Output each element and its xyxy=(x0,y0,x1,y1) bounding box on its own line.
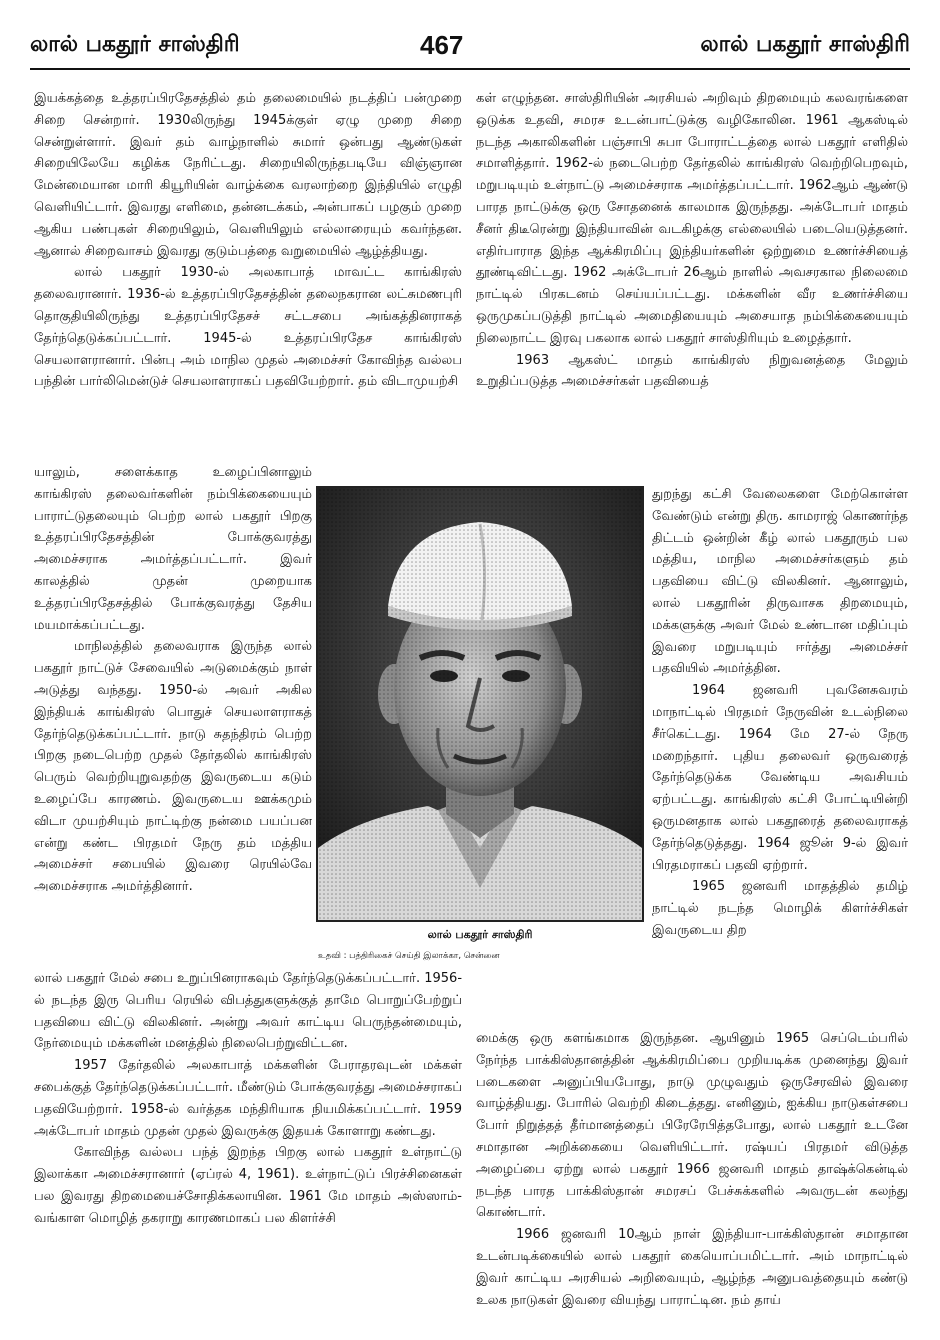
right-column-bottom xyxy=(476,1028,908,1311)
paragraph: 1957 தேர்தலில் அலகாபாத் மக்களின் பேராதரவுடன் மக்கள் சபைக்குத் தேர்ந்தெடுக்கப்பட்டார். மீண்டும் போக்குவரத்து அமைச்சராகப் பதவியேற்றார். 1958-ல் வர்த்தக மந்திரியாக நியமிக்கப்பட்டார். 1959 அக்டோபர் மாதம் முதன் முதல் இவருக்கு இதயக் கோளாறு கண்டது. xyxy=(34,1058,462,1139)
paragraph: லால் பகதூர் மேல் சபை உறுப்பினராகவும் தேர்ந்தெடுக்கப்பட்டார். 1956-ல் நடந்த இரு பெரிய ரெயில் விபத்துகளுக்குத் தாமே பொறுப்பேற்றுப் பதவியை விட்டு விலகினர். அன்று அவர் காட்டிய பெருந்தன்மையும், நேர்மையும் மக்களின் மனத்தில் நிலைபெற்றுவிட்டன. xyxy=(34,971,463,1052)
paragraph: கோவிந்த வல்லப பந்த் இறந்த பிறகு லால் பகதூர் உள்நாட்டு இலாக்கா அமைச்சரானார் (ஏப்ரல் 4, 1961). உள்நாட்டுப் பிரச்சினைகள் பல இவரது திறமையைச்சோதிக்கலாயின. 1961 மே மாதம் அஸ்ஸாம்-வங்காள மொழித் தகராறு காரணமாகப் பல கிளர்ச்சி xyxy=(34,1145,462,1226)
paragraph: 1965 ஜனவரி மாதத்தில் தமிழ் நாட்டில் நடந்த மொழிக் கிளர்ச்சிகள் இவருடைய திற xyxy=(652,879,908,938)
photo-caption: லால் பகதூர் சாஸ்திரி xyxy=(427,928,533,941)
paragraph: இயக்கத்தை உத்தரப்பிரதேசத்தில் தம் தலைமையில் நடத்திப் பன்முறை சிறை சென்றார். 1930லிருந்து 1945க்குள் ஏழு முறை சிறை சென்றுள்ளார். இவர் தம் வாழ்நாளில் சுமார் ஒன்பது ஆண்டுகள் சிறையிலேயே கழிக்க நேரிட்டது. சிறையிலிருந்தபடியே விஞ்ஞான மேன்மையான மாரி கியூரியின் வாழ்க்கை வரலாற்றை இந்தியில் எழுதி வெளியிட்டார். இவரது எளிமை, தன்னடக்கம், அன்பாகப் பழகும் முறை ஆகிய பண்புகள் சிறையிலும், வெளியிலும் எல்லாரையும் கவர்ந்தன. ஆனால் சிறைவாசம் இவரது குடும்பத்தை வறுமையில் ஆழ்த்தியது. xyxy=(34,91,462,259)
paragraph: லால் பகதூர் 1930-ல் அலகாபாத் மாவட்ட காங்கிரஸ் தலைவரானார். 1936-ல் உத்தரப்பிரதேசத்தின் தலைநகரான லட்சுமணபுரி தொகுதியிலிருந்து உத்தரப்பிரதேசச் சட்டசபை அங்கத்தினராகத் தேர்ந்தெடுக்கப்பட்டார். 1945-ல் உத்தரப்பிரதேச காங்கிரஸ் செயலாளரானார். பின்பு அம் மாநில முதல் அமைச்சர் கோவிந்த வல்லப பந்தின் பார்லிமென்டுச் செயலாளராகப் பதவியேற்றார். தம் விடாமுயற்சி xyxy=(34,265,462,390)
header-right-title: லால் பகதூர் சாஸ்திரி xyxy=(700,32,910,57)
left-column-top xyxy=(34,88,462,393)
paragraph: மாநிலத்தில் தலைவராக இருந்த லால் பகதூர் நாட்டுச் சேவையில் அடுமைக்கும் நாள் அடுத்து வந்தது. 1950-ல் அவர் அகில இந்தியக் காங்கிரஸ் பொதுச் செயலாளராகத் தேர்ந்தெடுக்கப்பட்டார். நாடு சுதந்திரம் பெற்ற பிறகு நடைபெற்ற முதல் தேர்தலில் காங்கிரஸ் பெரும் வெற்றியுறுவதற்கு இவருடைய கடும் உழைப்பே காரணம். இவருடைய ஊக்கமும் விடா முயற்சியும் நாட்டிற்கு நன்மை பயப்பன என்று கண்ட பிரதமர் நேரு தம் மத்திய அமைச்சர் சபையில் இவரை ரெயில்வே அமைச்சராக அமர்த்தினார். xyxy=(34,639,312,895)
paragraph: மைக்கு ஒரு களங்கமாக இருந்தன. ஆயினும் 1965 செப்டெம்பரில் நேர்ந்த பாக்கிஸ்தானத்தின் ஆக்கிரமிப்பை முறியடிக்க முனைந்து இவர் படைகளை அனுப்பியபோது, நாடு முழுவதும் ஒருசேரவில் இவரை வாழ்த்தியது. போரில் வெற்றி கிடைத்தது. எனினும், ஐக்கிய நாடுகள்சபை போர் நிறுத்தத் தீர்மானத்தைப் பிரேரேபித்தபோது, லால் பகதூர் உடனே சமாதான அறிக்கையை வெளியிட்டார். ரஷ்யப் பிரதமர் விடுத்த அழைப்பை ஏற்று லால் பகதூர் 1966 ஜனவரி மாதம் தாஷ்க்கென்டில் நடந்த பாரத பாக்கிஸ்தான் சமரசப் பேச்சுக்களில் அவருடன் கலந்து கொண்டார். xyxy=(476,1031,908,1221)
header-rule xyxy=(30,68,910,70)
photo-credit: உதவி : பத்திரிகைச் செய்தி இலாக்கா, சென்னை xyxy=(318,951,500,961)
portrait-photo xyxy=(316,486,644,922)
page-number: 467 xyxy=(420,30,464,60)
right-column-top xyxy=(476,88,908,393)
portrait-illustration xyxy=(318,488,642,920)
paragraph: கள் எழுந்தன. சாஸ்திரியின் அரசியல் அறிவும் திறமையும் கலவரங்களை ஒடுக்க உதவி, சமரச உடன்பாட்டுக்கு வழிகோலின. 1961 ஆகஸ்டில் நடந்த அகாலிகளின் பஞ்சாபி சுபா போராட்டத்தை லால் பகதூர் எளிதில் சமாளித்தார். 1962-ல் நடைபெற்ற தேர்தலில் காங்கிரஸ் வெற்றிபெறவும், மறுபடியும் உள்நாட்டு அமைச்சராக அமர்த்தப்பட்டார். 1962ஆம் ஆண்டு பாரத நாட்டுக்கு ஒரு சோதனைக் காலமாக இருந்தது. அக்டோபர் மாதம் சீனர் திடீரென்று இந்தியாவின் வடகிழக்கு எல்லையில் படையெடுத்தனர். எதிர்பாராத இந்த ஆக்கிரமிப்பு இந்தியர்களின் ஒற்றுமை உணர்ச்சியைத் தூண்டிவிட்டது. 1962 அக்டோபர் 26ஆம் நாளில் அவசரகால நிலைமை நாட்டில் பிரகடனம் செய்யப்பட்டது. மக்களின் வீர உணர்ச்சியை ஒருமுகப்படுத்தி நாட்டில் அமைதியையும் அசையாத நம்பிக்கையையும் நிலைநாட்ட இரவு பகலாக லால் பகதூர் சாஸ்திரியும் உழைத்தார். xyxy=(476,91,908,346)
left-column-wrap xyxy=(34,462,312,898)
paragraph: 1966 ஜனவரி 10ஆம் நாள் இந்தியா-பாக்கிஸ்தான் சமாதான உடன்படிக்கையில் லால் பகதூர் கையொப்பமிட்டார். அம் மாநாட்டில் இவர் காட்டிய அரசியல் அறிவையும், ஆழ்ந்த அனுபவத்தையும் கண்டு உலக நாடுகள் இவரை வியந்து பாராட்டின. நம் தாய் xyxy=(476,1227,908,1308)
paragraph: 1964 ஜனவரி புவனேசுவரம் மாநாட்டில் பிரதமர் நேருவின் உடல்நிலை சீர்கெட்டது. 1964 மே 27-ல் நேரு மறைந்தார். புதிய தலைவர் ஒருவரைத் தேர்ந்தெடுக்க வேண்டிய அவசியம் ஏற்பட்டது. காங்கிரஸ் கட்சி போட்டியின்றி ஒருமனதாக லால் பகதூரைத் தலைவராகத் தேர்ந்தெடுத்தது. 1964 ஜூன் 9-ல் இவர் பிரதமராகப் பதவி ஏற்றார். xyxy=(652,683,908,873)
header-left-title: லால் பகதூர் சாஸ்திரி xyxy=(30,32,240,57)
portrait-figure xyxy=(316,486,644,962)
paragraph: யாலும், சளைக்காத உழைப்பினாலும் காங்கிரஸ் தலைவர்களின் நம்பிக்கையையும் பாராட்டுதலையும் பெற்ற லால் பகதூர் பிறகு உத்தரப்பிரதேசத்தின் போக்குவரத்து அமைச்சராக அமர்த்தப்பட்டார். இவர் காலத்தில் முதன் முறையாக உத்தரப்பிரதேசத்தில் போக்குவரத்து தேசிய மயமாக்கப்பட்டது. xyxy=(34,465,312,633)
paragraph: 1963 ஆகஸ்ட் மாதம் காங்கிரஸ் நிறுவனத்தை மேலும் உறுதிப்படுத்த அமைச்சர்கள் பதவியைத் xyxy=(476,352,908,390)
left-column-bottom xyxy=(34,968,462,1230)
right-column-wrap xyxy=(652,484,908,942)
page-header xyxy=(0,0,940,70)
paragraph: துறந்து கட்சி வேலைகளை மேற்கொள்ள வேண்டும் என்று திரு. காமராஜ் கொணர்ந்த திட்டம் ஒன்றின் கீழ் லால் பகதூரும் பல மத்திய, மாநில அமைச்சர்களும் தம் பதவியை விட்டு விலகினர். ஆனாலும், லால் பகதூரின் திருவாசக திறமையும், மக்களுக்கு அவர் மேல் உண்டான மதிப்பும் இவரை மறுபடியும் ஈர்த்து அமைச்சர் பதவியில் அமர்த்தின. xyxy=(652,487,908,677)
